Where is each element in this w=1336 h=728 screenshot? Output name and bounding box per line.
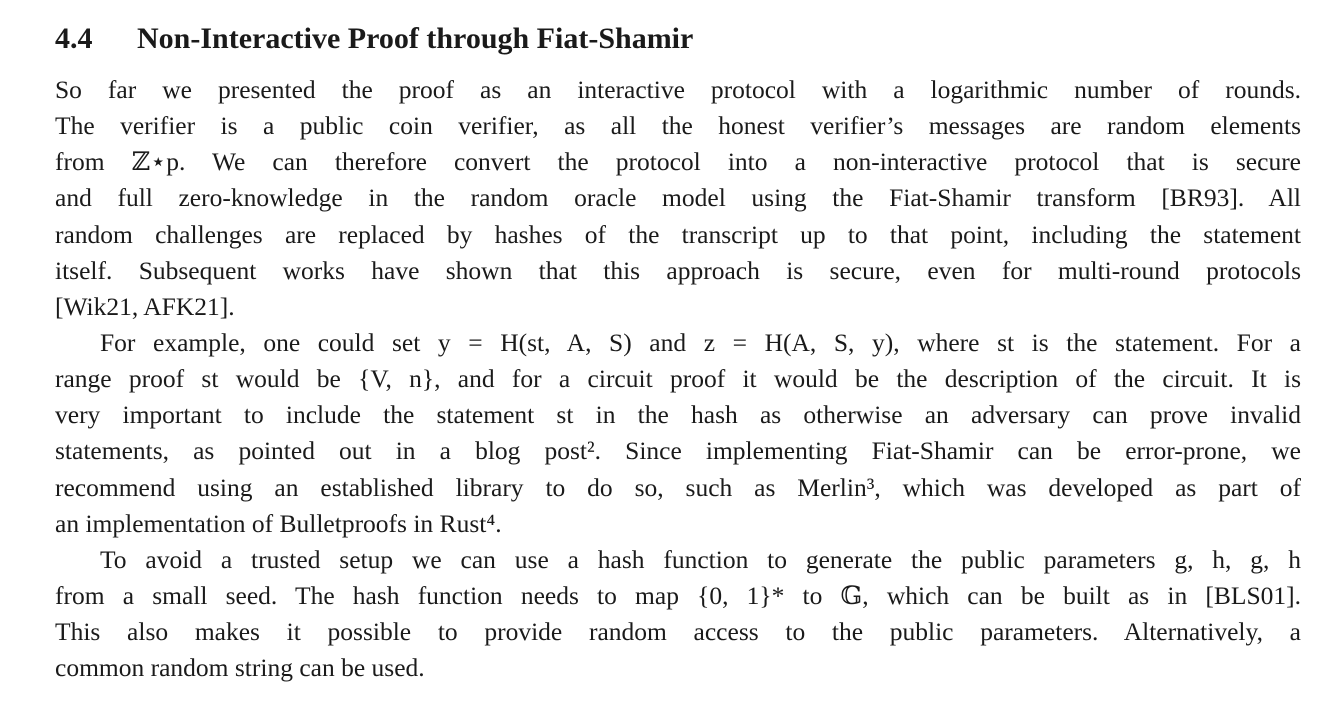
text-line: very important to include the statement st in the hash as otherwise an adversary can prove invalid bbox=[55, 400, 1301, 430]
text-line: The verifier is a public coin verifier, as all the honest verifier’s messages are random elements bbox=[55, 111, 1301, 141]
paragraph-trusted-setup bbox=[55, 542, 1301, 687]
section-heading bbox=[55, 14, 1301, 64]
document-page bbox=[55, 14, 1301, 686]
text-line: from ℤ⋆p. We can therefore convert the protocol into a non-interactive protocol that is secure bbox=[55, 147, 1301, 177]
text-line: from a small seed. The hash function needs to map {0, 1}* to 𝔾, which can be built as in [BLS01]. bbox=[55, 580, 1301, 610]
text-line: So far we presented the proof as an interactive protocol with a logarithmic number of rounds. bbox=[55, 75, 1301, 104]
text-line: random challenges are replaced by hashes of the transcript up to that point, including the statement bbox=[55, 219, 1301, 249]
text-line: For example, one could set y = H(st, A, S) and z = H(A, S, y), where st is the statement. For a bbox=[100, 327, 1301, 357]
paragraph-fiat-shamir-intro bbox=[55, 72, 1301, 325]
text-line: an implementation of Bulletproofs in Rust⁴. bbox=[55, 508, 502, 538]
paragraph-example bbox=[55, 325, 1301, 542]
text-line: To avoid a trusted setup we can use a hash function to generate the public parameters g, h, g, h bbox=[100, 544, 1301, 574]
text-line: range proof st would be {V, n}, and for a circuit proof it would be the description of the circuit. It is bbox=[55, 364, 1301, 394]
section-number: 4.4 bbox=[55, 22, 93, 55]
text-line: [Wik21, AFK21]. bbox=[55, 291, 235, 321]
text-line: common random string can be used. bbox=[55, 653, 425, 683]
text-line: and full zero-knowledge in the random oracle model using the Fiat-Shamir transform [BR93]. All bbox=[55, 183, 1301, 213]
section-title: Non-Interactive Proof through Fiat-Shamir bbox=[137, 22, 694, 55]
text-line: itself. Subsequent works have shown that this approach is secure, even for multi-round protocols bbox=[55, 255, 1301, 285]
text-line: recommend using an established library to do so, such as Merlin³, which was developed as part of bbox=[55, 472, 1301, 502]
text-line: statements, as pointed out in a blog post². Since implementing Fiat-Shamir can be error-prone, we bbox=[55, 436, 1301, 466]
text-line: This also makes it possible to provide random access to the public parameters. Alternatively, a bbox=[55, 617, 1301, 647]
